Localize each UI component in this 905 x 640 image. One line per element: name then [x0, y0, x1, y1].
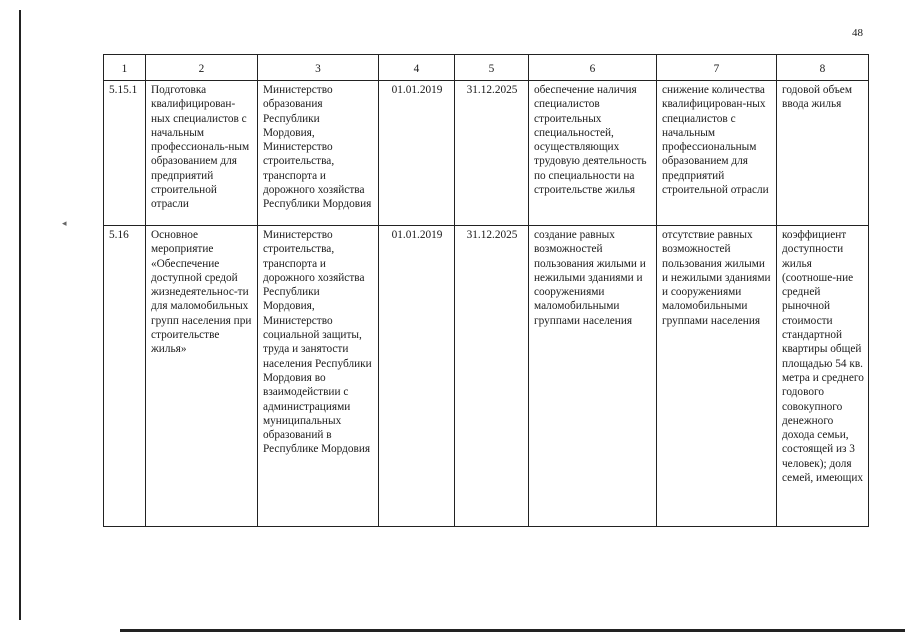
measure-number: 5.15.1: [104, 81, 146, 226]
column-header: 2: [146, 55, 258, 81]
measures-table: [103, 54, 869, 527]
column-header: 1: [104, 55, 146, 81]
measure-start-date: 01.01.2019: [379, 81, 455, 226]
measure-executor: Министерство строительства, транспорта и дорожного хозяйства Республики Мордовия, Министерство социальной защиты, труда и занятости населения Республики Мордовия во взаимодействии с администрациями муниципальных образований в Республике Мордовия: [258, 226, 379, 527]
related-indicator: коэффициент доступности жилья (соотноше-ние средней рыночной стоимости стандартной квартиры общей площадью 54 кв. метра и среднего годового совокупного денежного дохода семьи, состоящей из 3 человек); доля семей, имеющих: [777, 226, 869, 527]
non-implementation-consequence: снижение количества квалифицирован-ных специалистов с начальным профессиональным образованием для предприятий строительной отрасли: [657, 81, 777, 226]
column-header: 3: [258, 55, 379, 81]
expected-result: создание равных возможностей пользования жилыми и нежилыми зданиями и сооружениями маломобильными группами населения: [529, 226, 657, 527]
column-header: 8: [777, 55, 869, 81]
table-header-row: [104, 55, 869, 81]
measure-executor: Министерство образования Республики Мордовия, Министерство строительства, транспорта и дорожного хозяйства Республики Мордовия: [258, 81, 379, 226]
column-header: 5: [455, 55, 529, 81]
table-row: [104, 226, 869, 527]
measure-name: Основное мероприятие «Обеспечение доступной средой жизнедеятельнос-ти для маломобильных групп населения при строительстве жилья»: [146, 226, 258, 527]
page-number: 48: [852, 27, 863, 39]
non-implementation-consequence: отсутствие равных возможностей пользования жилыми и нежилыми зданиями и сооружениями маломобильными группами населения: [657, 226, 777, 527]
table-row: [104, 81, 869, 226]
column-header: 4: [379, 55, 455, 81]
scan-bottom-edge: [120, 629, 905, 632]
measure-name: Подготовка квалифицирован-ных специалистов с начальным профессиональ-ным образованием для предприятий строительной отрасли: [146, 81, 258, 226]
measure-start-date: 01.01.2019: [379, 226, 455, 527]
column-header: 7: [657, 55, 777, 81]
measure-end-date: 31.12.2025: [455, 226, 529, 527]
measure-number: 5.16: [104, 226, 146, 527]
expected-result: обеспечение наличия специалистов строительных специальностей, осуществляющих трудовую деятельность по специальности на строительстве жилья: [529, 81, 657, 226]
related-indicator: годовой объем ввода жилья: [777, 81, 869, 226]
scan-speck: ◂: [62, 218, 67, 228]
scan-left-edge: [19, 10, 21, 620]
column-header: 6: [529, 55, 657, 81]
measure-end-date: 31.12.2025: [455, 81, 529, 226]
